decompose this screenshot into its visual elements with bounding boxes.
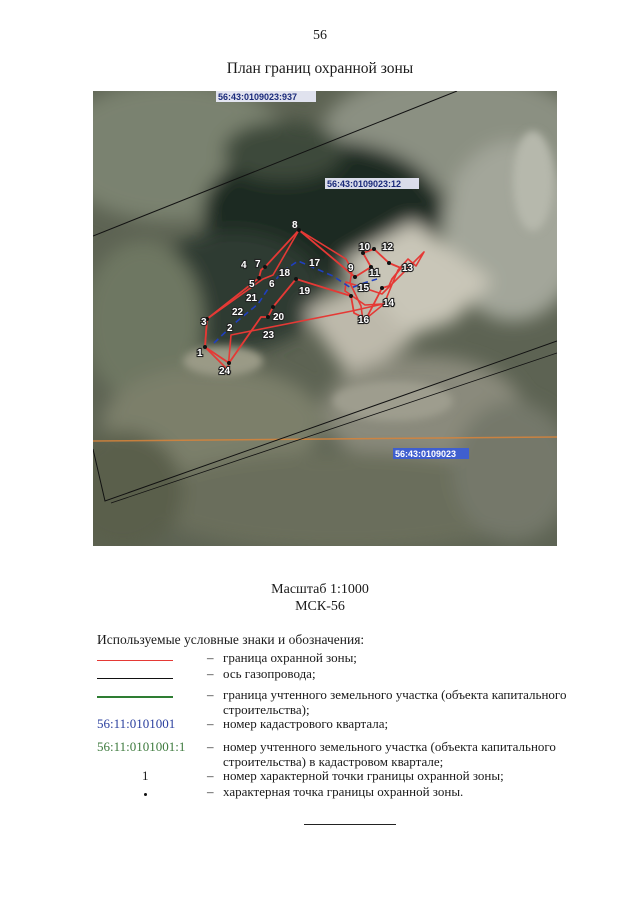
map-image xyxy=(93,91,557,546)
point-label-14: 14 xyxy=(383,298,395,309)
cadastral-label-quarter xyxy=(393,448,469,459)
point-label-23: 23 xyxy=(263,330,275,341)
quarter-sample: 56:11:0101001 xyxy=(97,716,176,731)
land-parcel-symbol xyxy=(97,696,173,698)
page-title: План границ охранной зоны xyxy=(226,60,414,77)
svg-text:56:43:0109023:12: 56:43:0109023:12 xyxy=(327,179,402,189)
scale-text: Масштаб 1:1000 xyxy=(271,582,369,597)
legend-land-parcel-text: граница учтенного земельного участка (объекта капитального строительства); xyxy=(223,687,567,717)
point-label-17: 17 xyxy=(309,258,321,269)
point-label-13: 13 xyxy=(402,263,414,274)
cadastral-label-937 xyxy=(216,91,316,102)
point-label-18: 18 xyxy=(279,268,291,279)
point-dot xyxy=(203,345,207,349)
point-dot xyxy=(297,228,301,232)
point-dot xyxy=(372,247,376,251)
point-sample: 1 xyxy=(142,768,149,783)
point-label-20: 20 xyxy=(273,312,285,323)
point-dot xyxy=(257,276,261,280)
legend-dash: – xyxy=(207,687,214,702)
point-dot xyxy=(387,261,391,265)
point-label-9: 9 xyxy=(348,263,354,274)
map-scale xyxy=(0,581,640,615)
point-label-3: 3 xyxy=(201,317,207,328)
point-label-19: 19 xyxy=(299,286,311,297)
aerial-photo-background xyxy=(93,91,557,546)
legend-dash: – xyxy=(207,650,214,665)
point-label-5: 5 xyxy=(249,279,255,290)
page-number: 56 xyxy=(313,28,327,43)
point-dot xyxy=(353,275,357,279)
point-dot xyxy=(380,286,384,290)
point-dot xyxy=(266,315,270,319)
svg-text:56:43:0109023:937: 56:43:0109023:937 xyxy=(218,92,298,102)
point-label-4: 4 xyxy=(241,260,247,271)
point-label-6: 6 xyxy=(269,279,275,290)
legend-zone-boundary-text: граница охранной зоны; xyxy=(223,650,357,665)
legend-title: Используемые условные знаки и обозначения: xyxy=(97,632,365,647)
footer-divider xyxy=(304,824,396,825)
point-label-10: 10 xyxy=(359,242,371,253)
legend-dash: – xyxy=(207,768,214,783)
cadastral-label-12 xyxy=(325,178,419,189)
legend-parcel-number-text: номер учтенного земельного участка (объекта капитального строительства) в кадастровом квартале; xyxy=(223,739,556,769)
legend-dash: – xyxy=(207,666,214,681)
point-label-12: 12 xyxy=(382,242,394,253)
legend-dash: – xyxy=(207,739,214,754)
point-label-24: 24 xyxy=(219,366,231,377)
point-dot xyxy=(271,305,275,309)
point-dot xyxy=(349,294,353,298)
point-label-11: 11 xyxy=(369,268,380,279)
point-label-16: 16 xyxy=(358,315,370,326)
parcel-sample: 56:11:0101001:1 xyxy=(97,739,186,754)
legend-point-number-text: номер характерной точки границы охранной зоны; xyxy=(223,768,504,783)
point-dot xyxy=(227,361,231,365)
point-dot xyxy=(294,277,298,281)
legend-gas-axis-text: ось газопровода; xyxy=(223,666,316,681)
legend-quarter-text: номер кадастрового квартала; xyxy=(223,716,389,731)
point-label-7: 7 xyxy=(255,259,261,270)
legend-dash: – xyxy=(207,784,214,799)
svg-text:56:43:0109023: 56:43:0109023 xyxy=(395,449,457,459)
coord-system-text: МСК-56 xyxy=(295,599,345,614)
point-label-8: 8 xyxy=(292,220,298,231)
point-dot-symbol xyxy=(144,793,147,796)
point-label-22: 22 xyxy=(232,307,244,318)
zone-boundary-symbol xyxy=(97,660,173,661)
point-label-15: 15 xyxy=(358,283,370,294)
legend-point-dot-text: характерная точка границы охранной зоны. xyxy=(223,784,464,799)
point-label-21: 21 xyxy=(246,293,258,304)
point-label-1: 1 xyxy=(197,348,203,359)
point-label-2: 2 xyxy=(227,323,233,334)
gas-axis-symbol xyxy=(97,678,173,679)
legend-dash: – xyxy=(207,716,214,731)
point-dot xyxy=(263,265,267,269)
